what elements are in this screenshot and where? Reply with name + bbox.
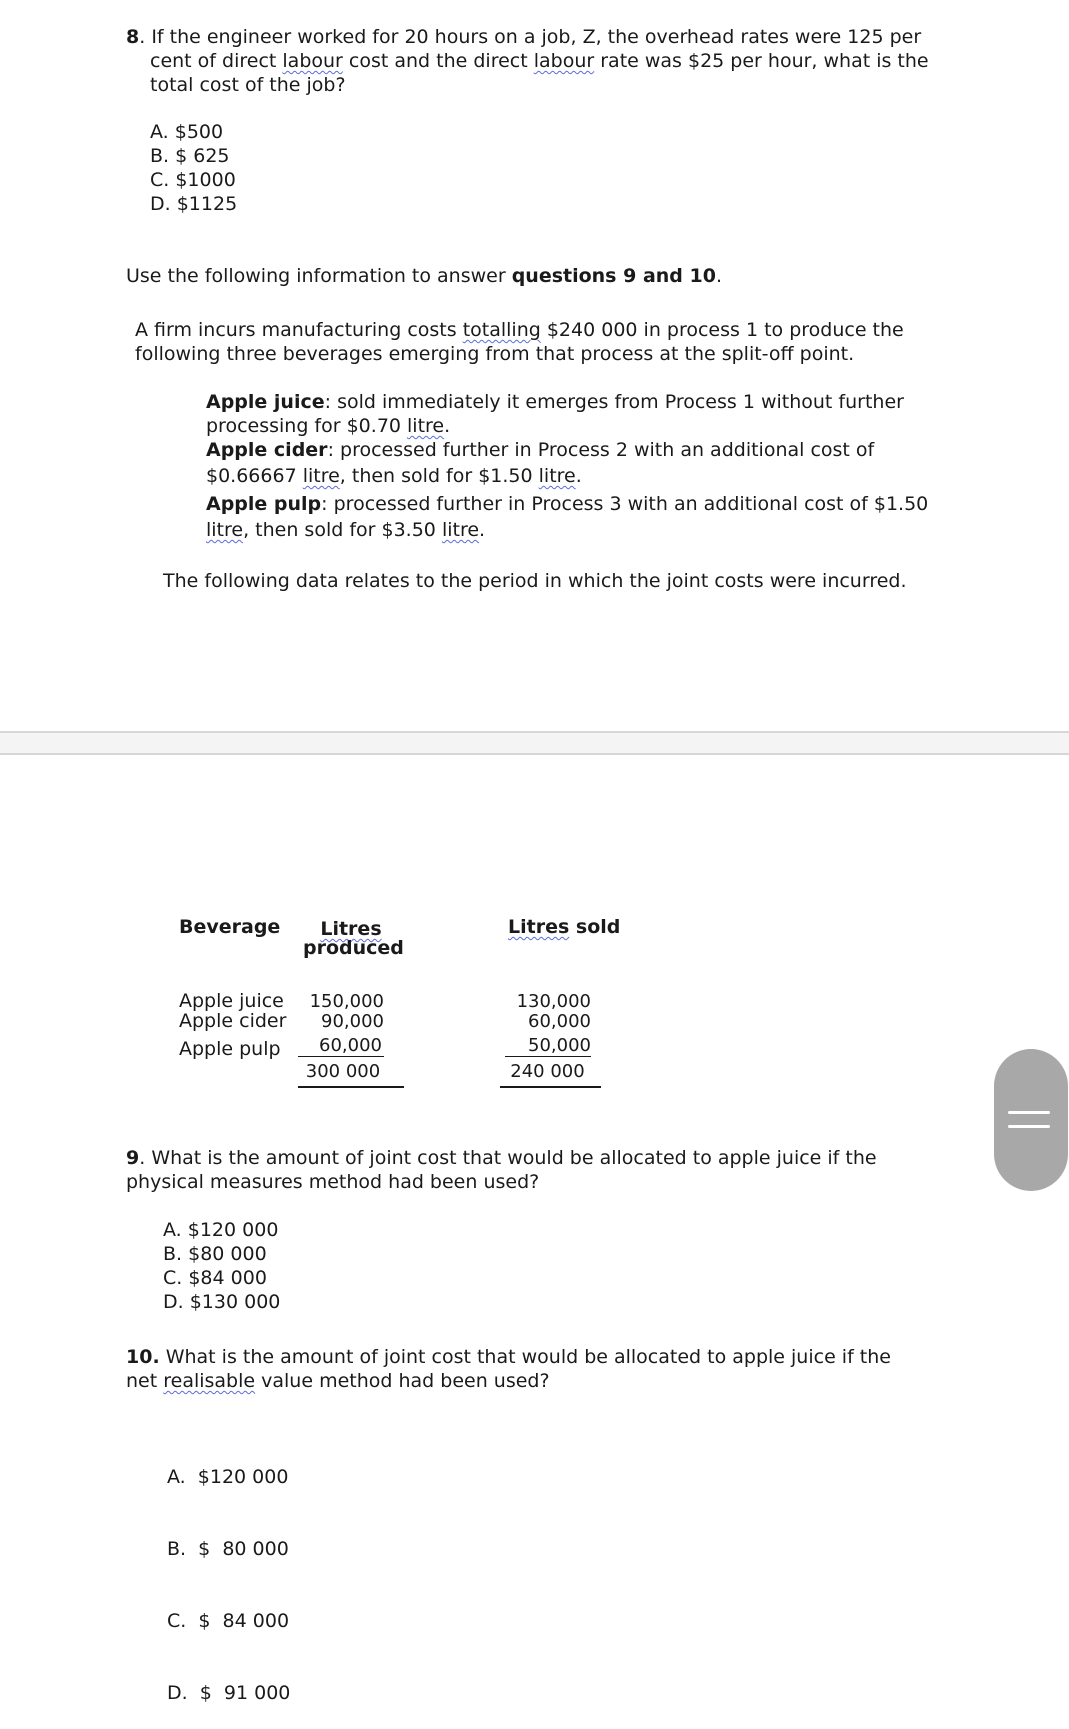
spellcheck-word[interactable]: labour <box>282 50 343 72</box>
total-text: 300 000 <box>305 1061 381 1082</box>
intro-text: Use the following information to answer <box>126 265 512 287</box>
firm-text-line2: following three beverages emerging from that process at the split-off point. <box>135 343 855 365</box>
q10-text: value method had been used? <box>255 1370 550 1392</box>
drag-handle-icon <box>1008 1111 1050 1114</box>
table-names <box>179 991 286 1059</box>
q10-options <box>167 1417 290 1729</box>
scroll-handle[interactable] <box>994 1049 1068 1191</box>
cell-sold: 60,000 <box>528 1011 591 1032</box>
option-c[interactable]: C. $ 84 000 <box>167 1610 290 1632</box>
product-text: . <box>479 519 486 541</box>
q8-text-line2b: cost and the direct <box>342 50 534 72</box>
q8-text-line2c: rate was $25 per hour, what is the <box>594 50 929 72</box>
intro-end: . <box>715 265 722 287</box>
q10-text: net <box>126 1370 164 1392</box>
row-name: Apple juice <box>179 990 284 1012</box>
option-b[interactable]: B. $ 625 <box>150 145 230 167</box>
question-9 <box>126 1146 877 1194</box>
total-produced <box>298 1060 404 1088</box>
data-intro: The following data relates to the period in which the joint costs were incurred. <box>163 570 907 592</box>
q8-options <box>150 120 237 216</box>
row-name: Apple cider <box>179 1010 287 1032</box>
product-text: , then sold for $1.50 <box>339 465 539 487</box>
header-text: produced <box>303 937 404 959</box>
table-header-sold <box>508 915 620 939</box>
q9-text-line1: . What is the amount of joint cost that would be allocated to apple juice if the <box>139 1147 877 1169</box>
instructions <box>126 264 722 288</box>
q10-number: 10. <box>126 1346 160 1368</box>
cell-produced: 150,000 <box>309 991 384 1012</box>
cell-sold: 50,000 <box>505 1036 591 1057</box>
spellcheck-word[interactable]: litre <box>206 519 244 541</box>
option-a[interactable]: A. $500 <box>150 121 224 143</box>
cell-sold: 130,000 <box>516 991 591 1012</box>
cell-produced: 90,000 <box>321 1011 384 1032</box>
spellcheck-word[interactable]: Litres <box>508 916 570 938</box>
intro-bold: questions 9 and 10 <box>511 265 716 287</box>
table-col-produced <box>298 992 384 1057</box>
product-text: $0.66667 <box>206 465 303 487</box>
question-8 <box>126 25 966 97</box>
product-text: . <box>575 465 582 487</box>
q9-number: 9 <box>126 1147 140 1169</box>
drag-handle-icon <box>1008 1125 1050 1128</box>
q8-text-line1: . If the engineer worked for 20 hours on a job, Z, the overhead rates were 125 per <box>139 26 922 48</box>
product-text: processing for $0.70 <box>206 415 408 437</box>
spellcheck-word[interactable]: realisable <box>163 1370 256 1392</box>
spellcheck-word[interactable]: litre <box>538 465 576 487</box>
firm-paragraph <box>135 318 904 366</box>
firm-text-b: $240 000 in process 1 to produce the <box>540 319 904 341</box>
product-label-pulp: Apple pulp <box>206 493 322 515</box>
option-a[interactable]: A. $120 000 <box>163 1219 279 1241</box>
q10-text-line1: What is the amount of joint cost that would be allocated to apple juice if the <box>159 1346 891 1368</box>
q8-number: 8 <box>126 26 140 48</box>
table-header-beverage <box>179 915 280 939</box>
table-col-sold <box>505 992 591 1057</box>
firm-text-a: A firm incurs manufacturing costs <box>135 319 463 341</box>
product-text: : processed further in Process 2 with an additional cost of <box>327 439 875 461</box>
product-label-juice: Apple juice <box>206 391 325 413</box>
product-label-cider: Apple cider <box>206 439 328 461</box>
header-text: sold <box>569 916 621 938</box>
option-c[interactable]: C. $1000 <box>150 169 236 191</box>
q9-options <box>163 1218 280 1314</box>
total-sold <box>500 1060 601 1088</box>
page-break <box>0 731 1069 755</box>
spellcheck-word[interactable]: totalling <box>462 319 541 341</box>
option-c[interactable]: C. $84 000 <box>163 1267 267 1289</box>
question-10 <box>126 1345 891 1393</box>
option-b[interactable]: B. $ 80 000 <box>167 1538 289 1560</box>
spellcheck-word[interactable]: Litres <box>320 918 382 940</box>
option-d[interactable]: D. $130 000 <box>163 1291 281 1313</box>
product-text: : processed further in Process 3 with an additional cost of $1.50 <box>321 493 929 515</box>
cell-produced: 60,000 <box>298 1036 384 1057</box>
header-text: Beverage <box>179 916 281 938</box>
spellcheck-word[interactable]: litre <box>302 465 340 487</box>
table-header-produced <box>303 918 404 959</box>
option-b[interactable]: B. $80 000 <box>163 1243 267 1265</box>
spellcheck-word[interactable]: labour <box>533 50 595 72</box>
option-a[interactable]: A. $120 000 <box>167 1466 289 1488</box>
q9-text-line2: physical measures method had been used? <box>126 1171 540 1193</box>
product-text: , then sold for $3.50 <box>243 519 442 541</box>
spellcheck-word[interactable]: litre <box>441 519 480 541</box>
spellcheck-word[interactable]: litre <box>407 415 445 437</box>
q8-text-line2a: cent of direct <box>150 50 283 72</box>
option-d[interactable]: D. $ 91 000 <box>167 1682 291 1704</box>
products-list <box>206 390 928 542</box>
product-text: . <box>444 415 451 437</box>
option-d[interactable]: D. $1125 <box>150 193 238 215</box>
row-name: Apple pulp <box>179 1038 281 1060</box>
product-text: : sold immediately it emerges from Process 1 without further <box>324 391 904 413</box>
total-text: 240 000 <box>510 1061 585 1082</box>
q8-text-line3: total cost of the job? <box>150 74 346 96</box>
